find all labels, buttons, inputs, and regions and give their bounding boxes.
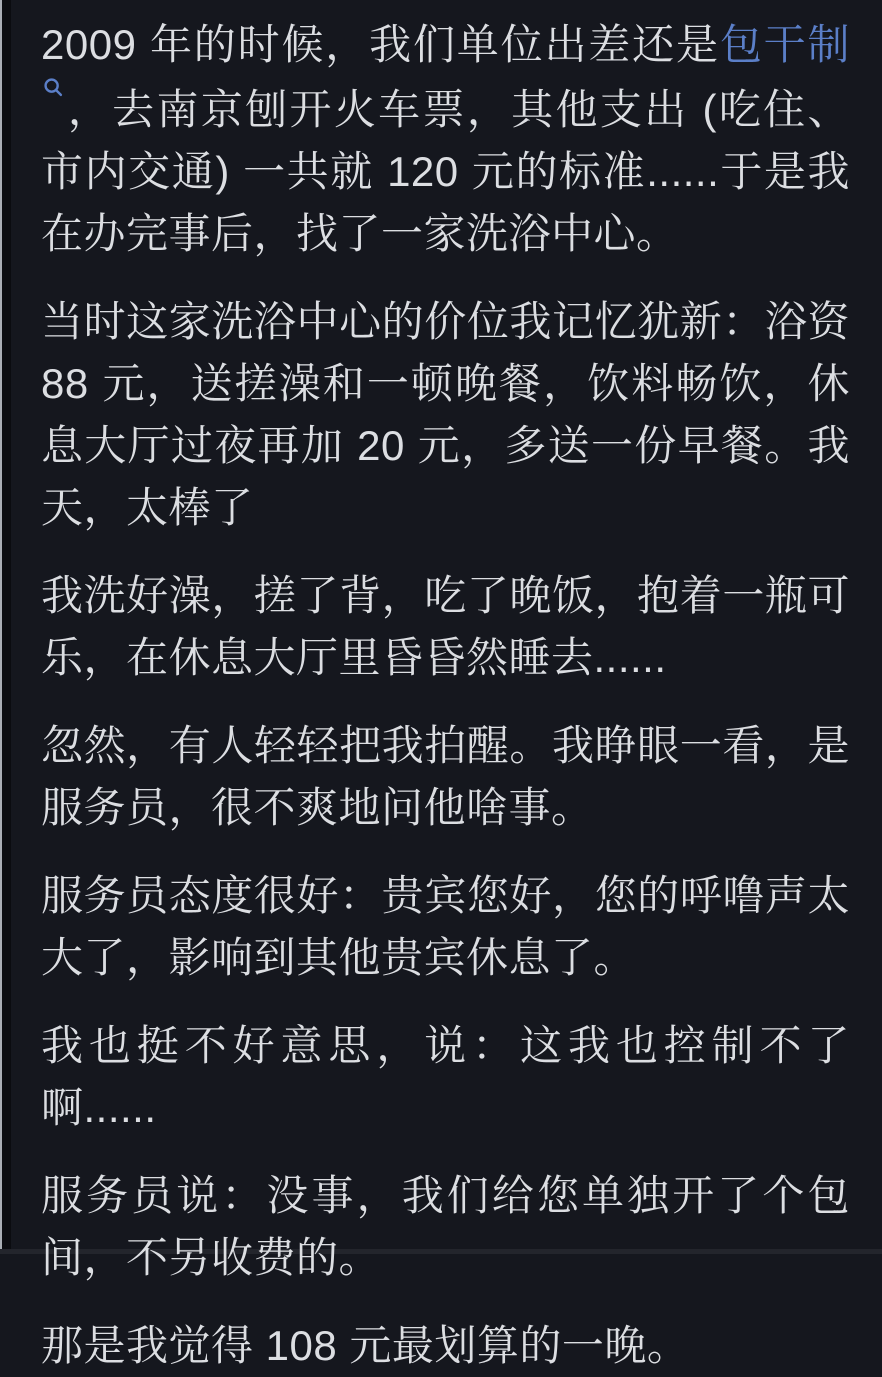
paragraph-text: ，去南京刨开火车票，其他支出 (吃住、市内交通) 一共就 120 元的标准......于是我在办完事后，找了一家洗浴中心。 — [41, 86, 850, 257]
paragraph-text: 当时这家洗浴中心的价位我记忆犹新：浴资 88 元，送搓澡和一顿晚餐，饮料畅饮，休息大厅过夜再加 20 元，多送一份早餐。我天，太棒了 — [41, 298, 850, 531]
paragraph-text: 那是我觉得 108 元最划算的一晚。 — [41, 1322, 690, 1369]
search-term-link[interactable]: 包干制 — [719, 21, 850, 68]
paragraph-text: 忽然，有人轻轻把我拍醒。我睁眼一看，是服务员，很不爽地问他啥事。 — [41, 722, 850, 831]
paragraph-text: 我洗好澡，搓了背，吃了晚饭，抱着一瓶可乐，在休息大厅里昏昏然睡去...... — [41, 572, 850, 681]
paragraph-2 — [41, 291, 850, 539]
search-icon[interactable] — [42, 76, 64, 98]
paragraph-6 — [41, 1015, 850, 1139]
paragraph-text: 服务员态度很好：贵宾您好，您的呼噜声太大了，影响到其他贵宾休息了。 — [41, 872, 850, 981]
paragraph-text: 2009 年的时候，我们单位出差还是 — [41, 21, 720, 68]
paragraph-text: 我也挺不好意思，说：这我也控制不了啊...... — [41, 1022, 850, 1131]
paragraph-3 — [41, 565, 850, 689]
window-edge-gutter — [2, 0, 11, 1254]
paragraph-5 — [41, 865, 850, 989]
paragraph-1 — [41, 14, 850, 265]
paragraph-7 — [41, 1165, 850, 1289]
post-body — [11, 0, 882, 1377]
paragraph-text: 服务员说：没事，我们给您单独开了个包间，不另收费的。 — [41, 1172, 850, 1281]
paragraph-8 — [41, 1315, 850, 1377]
paragraph-4 — [41, 715, 850, 839]
